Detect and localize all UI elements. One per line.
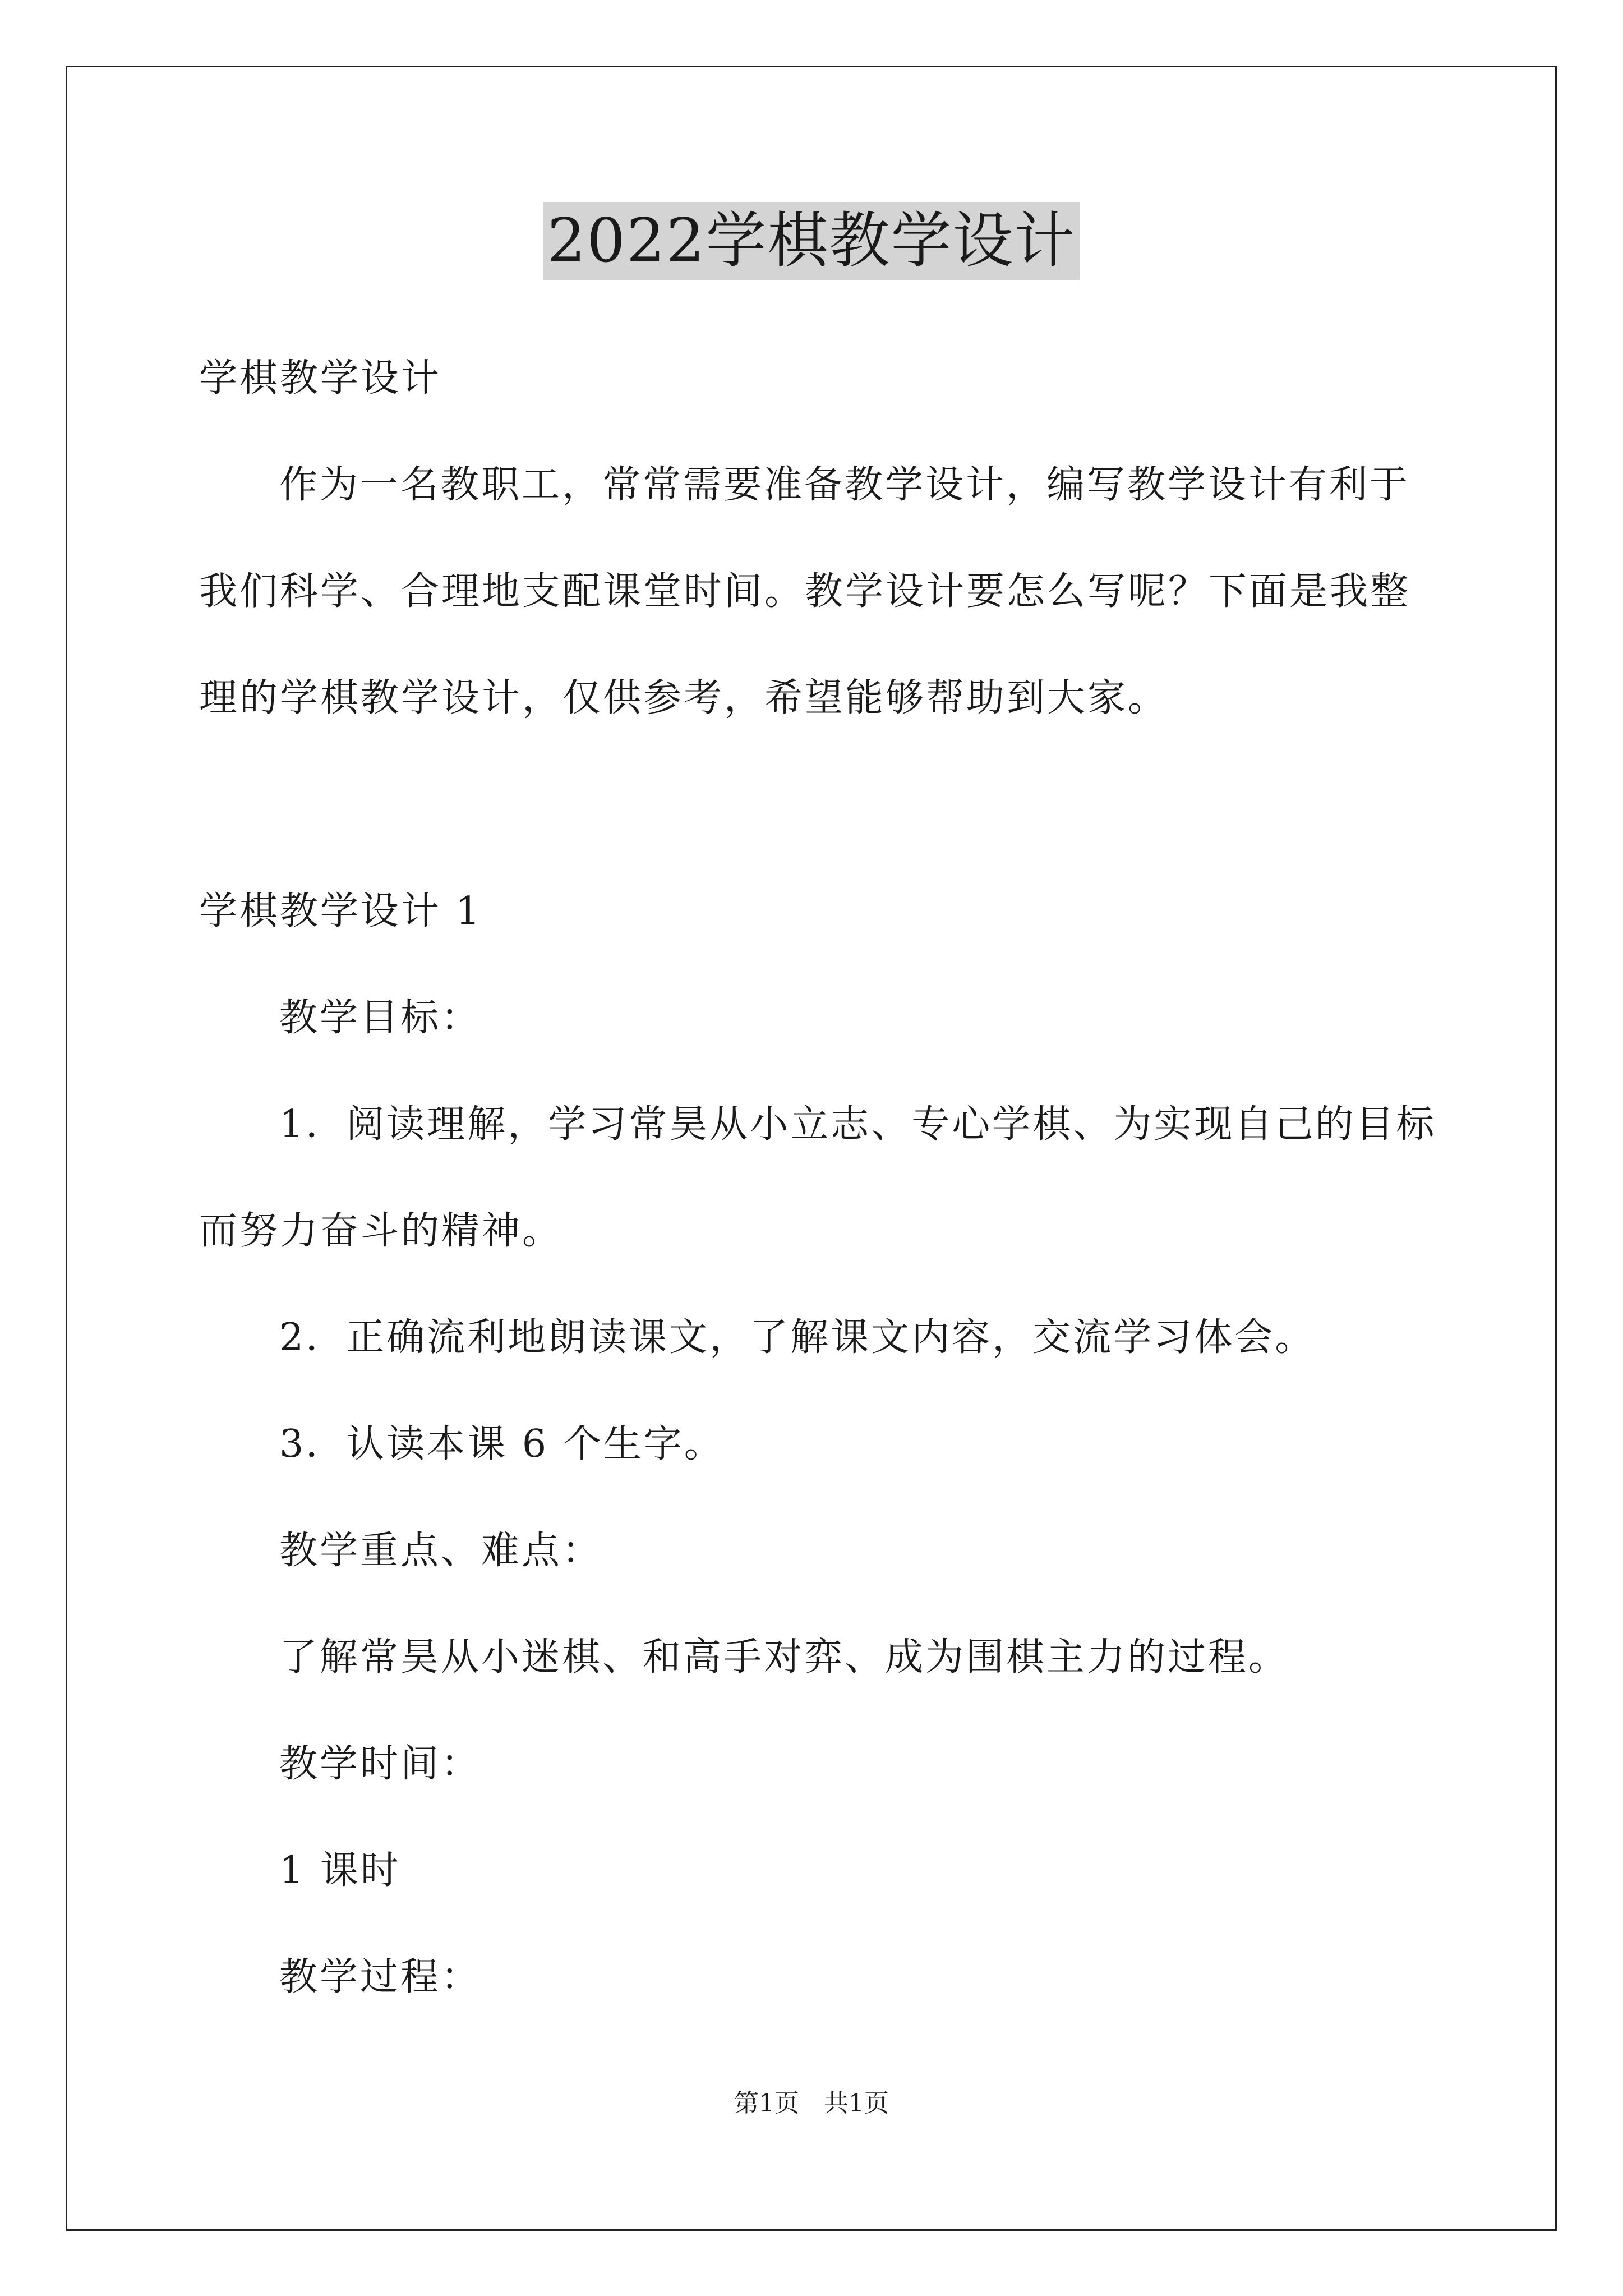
- goal-1-line-1: 1．阅读理解，学习常昊从小立志、专心学棋、为实现自己的目标: [279, 1102, 1437, 1147]
- intro-line-1: 作为一名教职工，常常需要准备教学设计，编写教学设计有利于: [279, 463, 1410, 507]
- page-footer: 第1页 共1页: [734, 2089, 889, 2118]
- intro-line-2: 我们科学、合理地支配课堂时间。教学设计要怎么写呢？下面是我整: [199, 569, 1411, 614]
- document-title: 2022学棋教学设计: [543, 202, 1081, 280]
- key-points-text: 了解常昊从小迷棋、和高手对弈、成为围棋主力的过程。: [279, 1635, 1289, 1680]
- goal-1-line-2: 而努力奋斗的精神。: [199, 1209, 563, 1253]
- goal-2: 2．正确流利地朗读课文，了解课文内容，交流学习体会。: [279, 1315, 1316, 1360]
- process-label: 教学过程：: [279, 1955, 482, 1999]
- time-label: 教学时间：: [279, 1742, 482, 1786]
- time-value: 1 课时: [279, 1848, 401, 1893]
- key-points-label: 教学重点、难点：: [279, 1529, 603, 1573]
- section-heading: 学棋教学设计 1: [199, 889, 482, 933]
- intro-line-3: 理的学棋教学设计，仅供参考，希望能够帮助到大家。: [199, 676, 1169, 720]
- goals-label: 教学目标：: [279, 996, 482, 1040]
- title-container: [0, 202, 1623, 280]
- document-subtitle: 学棋教学设计: [199, 356, 442, 401]
- goal-3: 3．认读本课 6 个生字。: [279, 1422, 725, 1466]
